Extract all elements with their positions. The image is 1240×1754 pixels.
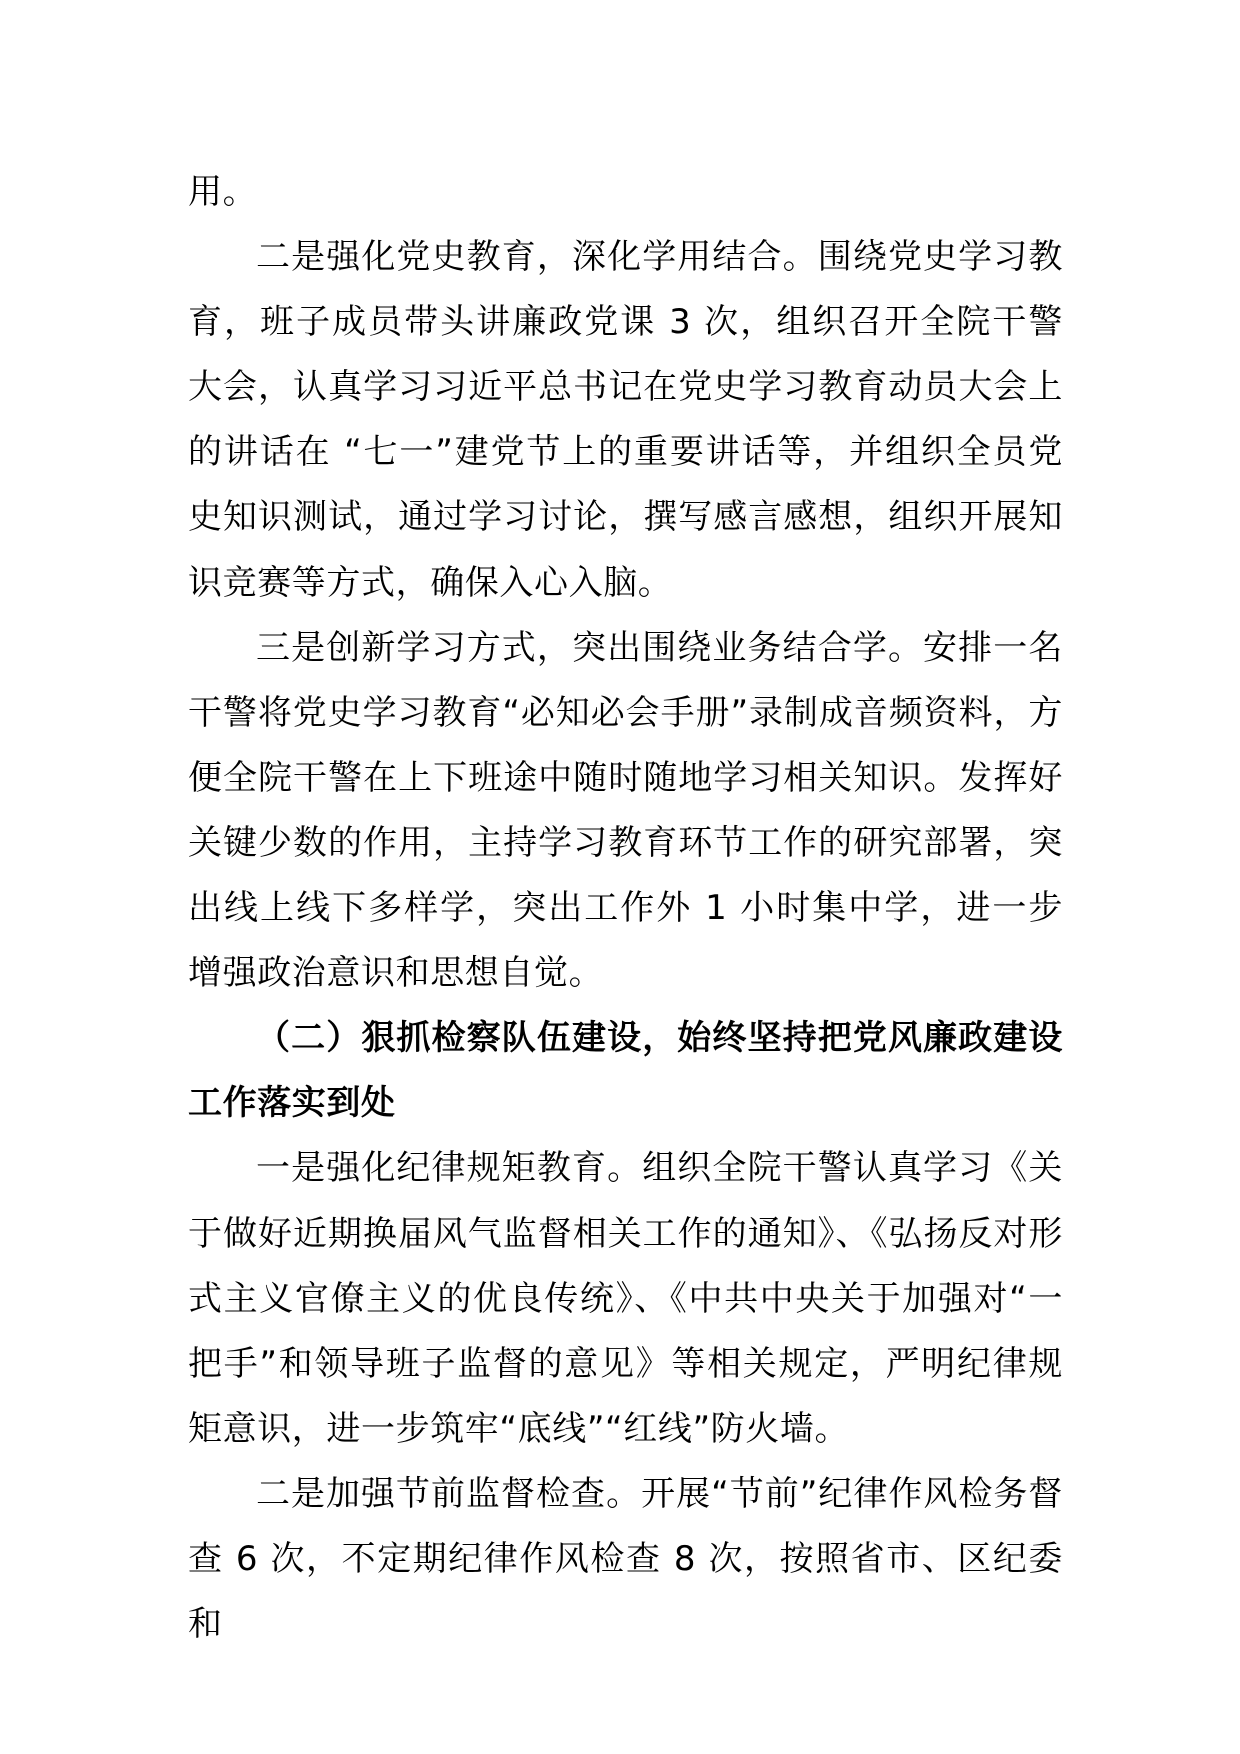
section-heading-team-building: （二）狠抓检察队伍建设，始终坚持把党风廉政建设工作落实到处: [188, 1018, 1063, 1124]
paragraph-discipline-education: 一是强化纪律规矩教育。组织全院干警认真学习《关于做好近期换届风气监督相关工作的通知》、《弘扬反对形式主义官僚主义的优良传统》、《中共中央关于加强对“一把手”和领导班子监督的意见》等相关规定，严明纪律规矩意识，进一步筑牢“底线”“红线”防火墙。: [188, 1148, 1063, 1449]
document-body: [188, 160, 1063, 1657]
paragraph-holiday-inspection: 二是加强节前监督检查。开展“节前”纪律作风检务督查 6 次，不定期纪律作风检查 8 次，按照省市、区纪委和: [188, 1473, 1063, 1645]
paragraph-innovative-learning: 三是创新学习方式，突出围绕业务结合学。安排一名干警将党史学习教育“必知必会手册”录制成音频资料，方便全院干警在上下班途中随时随地学习相关知识。发挥好关键少数的作用，主持学习教育环节工作的研究部署，突出线上线下多样学，突出工作外 1 小时集中学，进一步增强政治意识和思想自觉。: [188, 627, 1063, 994]
paragraph-party-history-education: 二是强化党史教育，深化学用结合。围绕党史学习教育，班子成员带头讲廉政党课 3 次，组织召开全院干警大会，认真学习习近平总书记在党史学习教育动员大会上的讲话在 “七一”建党节上的重要讲话等，并组织全员党史知识测试，通过学习讨论，撰写感言感想，组织开展知识竞赛等方式，确保入心入脑。: [188, 237, 1063, 603]
paragraph-continuation: 用。: [188, 172, 258, 212]
